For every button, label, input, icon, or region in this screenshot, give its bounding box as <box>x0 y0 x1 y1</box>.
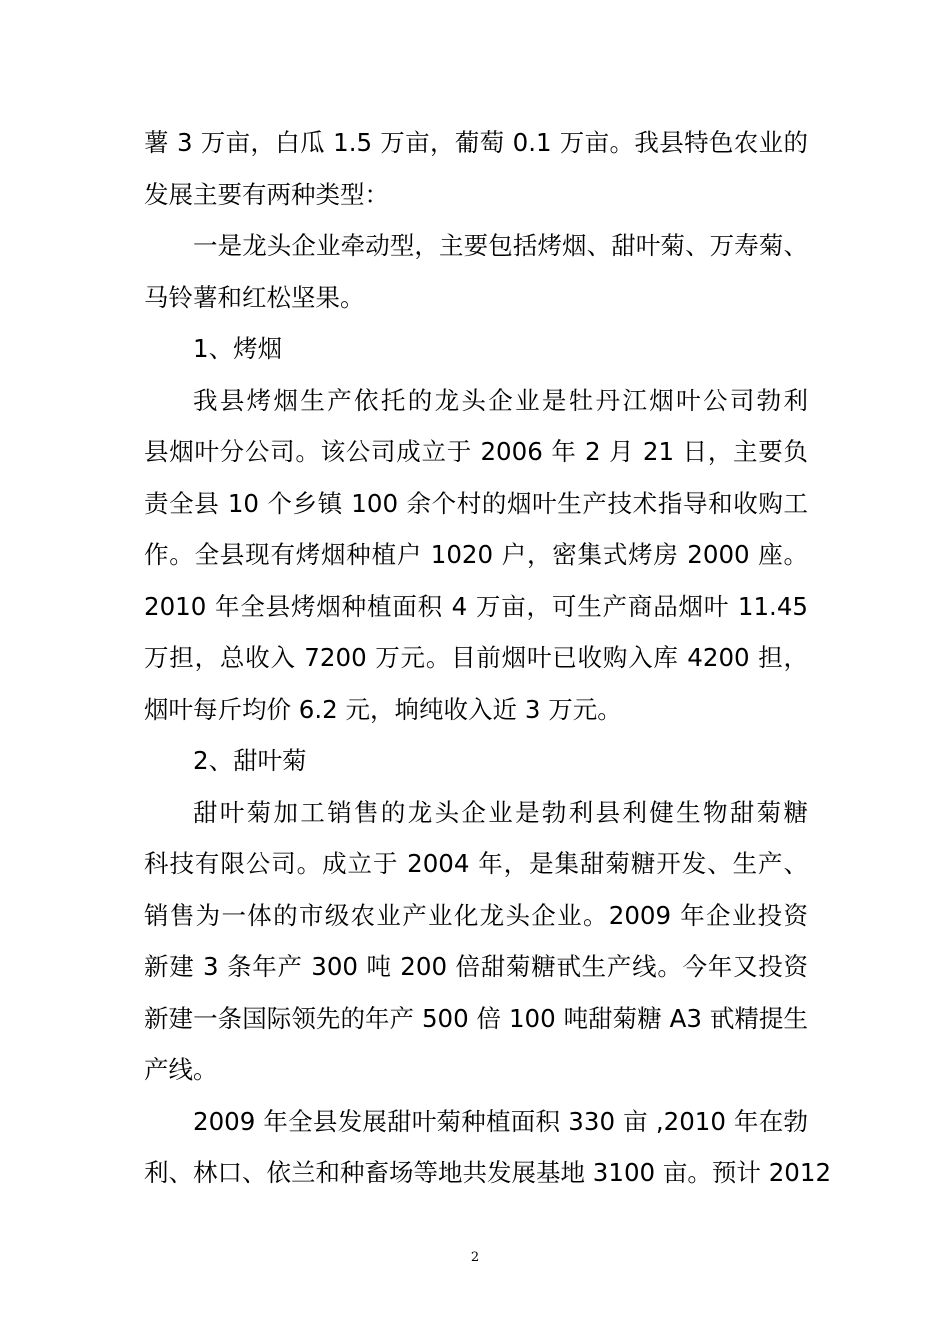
text-line: 薯 3 万亩，白瓜 1.5 万亩，葡萄 0.1 万亩。我县特色农业的 <box>144 128 808 157</box>
text-line: 2010 年全县烤烟种植面积 4 万亩，可生产商品烟叶 11.45 <box>144 591 808 621</box>
text-line: 我县烤烟生产依托的龙头企业是牡丹江烟叶公司勃利 <box>193 385 808 415</box>
text-line: 发展主要有两种类型： <box>144 179 389 209</box>
text-line: 2009 年全县发展甜叶菊种植面积 330 亩 ,2010 年在勃 <box>193 1106 808 1136</box>
text-line: 万担，总收入 7200 万元。目前烟叶已收购入库 4200 担， <box>144 643 808 672</box>
page-number: 2 <box>470 1250 480 1265</box>
text-line: 利、林口、依兰和种畜场等地共发展基地 3100 亩。预计 2012 <box>144 1158 832 1187</box>
text-line: 销售为一体的市级农业产业化龙头企业。2009 年企业投资 <box>144 900 808 930</box>
document-body <box>144 117 832 1199</box>
text-line: 县烟叶分公司。该公司成立于 2006 年 2 月 21 日，主要负 <box>144 437 808 466</box>
text-line: 一是龙头企业牵动型，主要包括烤烟、甜叶菊、万寿菊、 <box>193 231 808 260</box>
text-line: 马铃薯和红松坚果。 <box>144 282 365 312</box>
text-line: 2、甜叶菊 <box>193 746 307 775</box>
text-line: 科技有限公司。成立于 2004 年，是集甜菊糖开发、生产、 <box>144 849 808 878</box>
text-line: 烟叶每斤均价 6.2 元，垧纯收入近 3 万元。 <box>144 694 622 724</box>
text-line: 1、烤烟 <box>193 334 283 363</box>
text-line: 责全县 10 个乡镇 100 余个村的烟叶生产技术指导和收购工 <box>144 488 808 518</box>
text-line: 作。全县现有烤烟种植户 1020 户，密集式烤房 2000 座。 <box>144 540 808 569</box>
text-line: 新建一条国际领先的年产 500 倍 100 吨甜菊糖 A3 甙精提生 <box>144 1003 808 1033</box>
text-line: 产线。 <box>144 1055 218 1084</box>
text-line: 甜叶菊加工销售的龙头企业是勃利县利健生物甜菊糖 <box>193 797 808 827</box>
text-line: 新建 3 条年产 300 吨 200 倍甜菊糖甙生产线。今年又投资 <box>144 952 808 981</box>
